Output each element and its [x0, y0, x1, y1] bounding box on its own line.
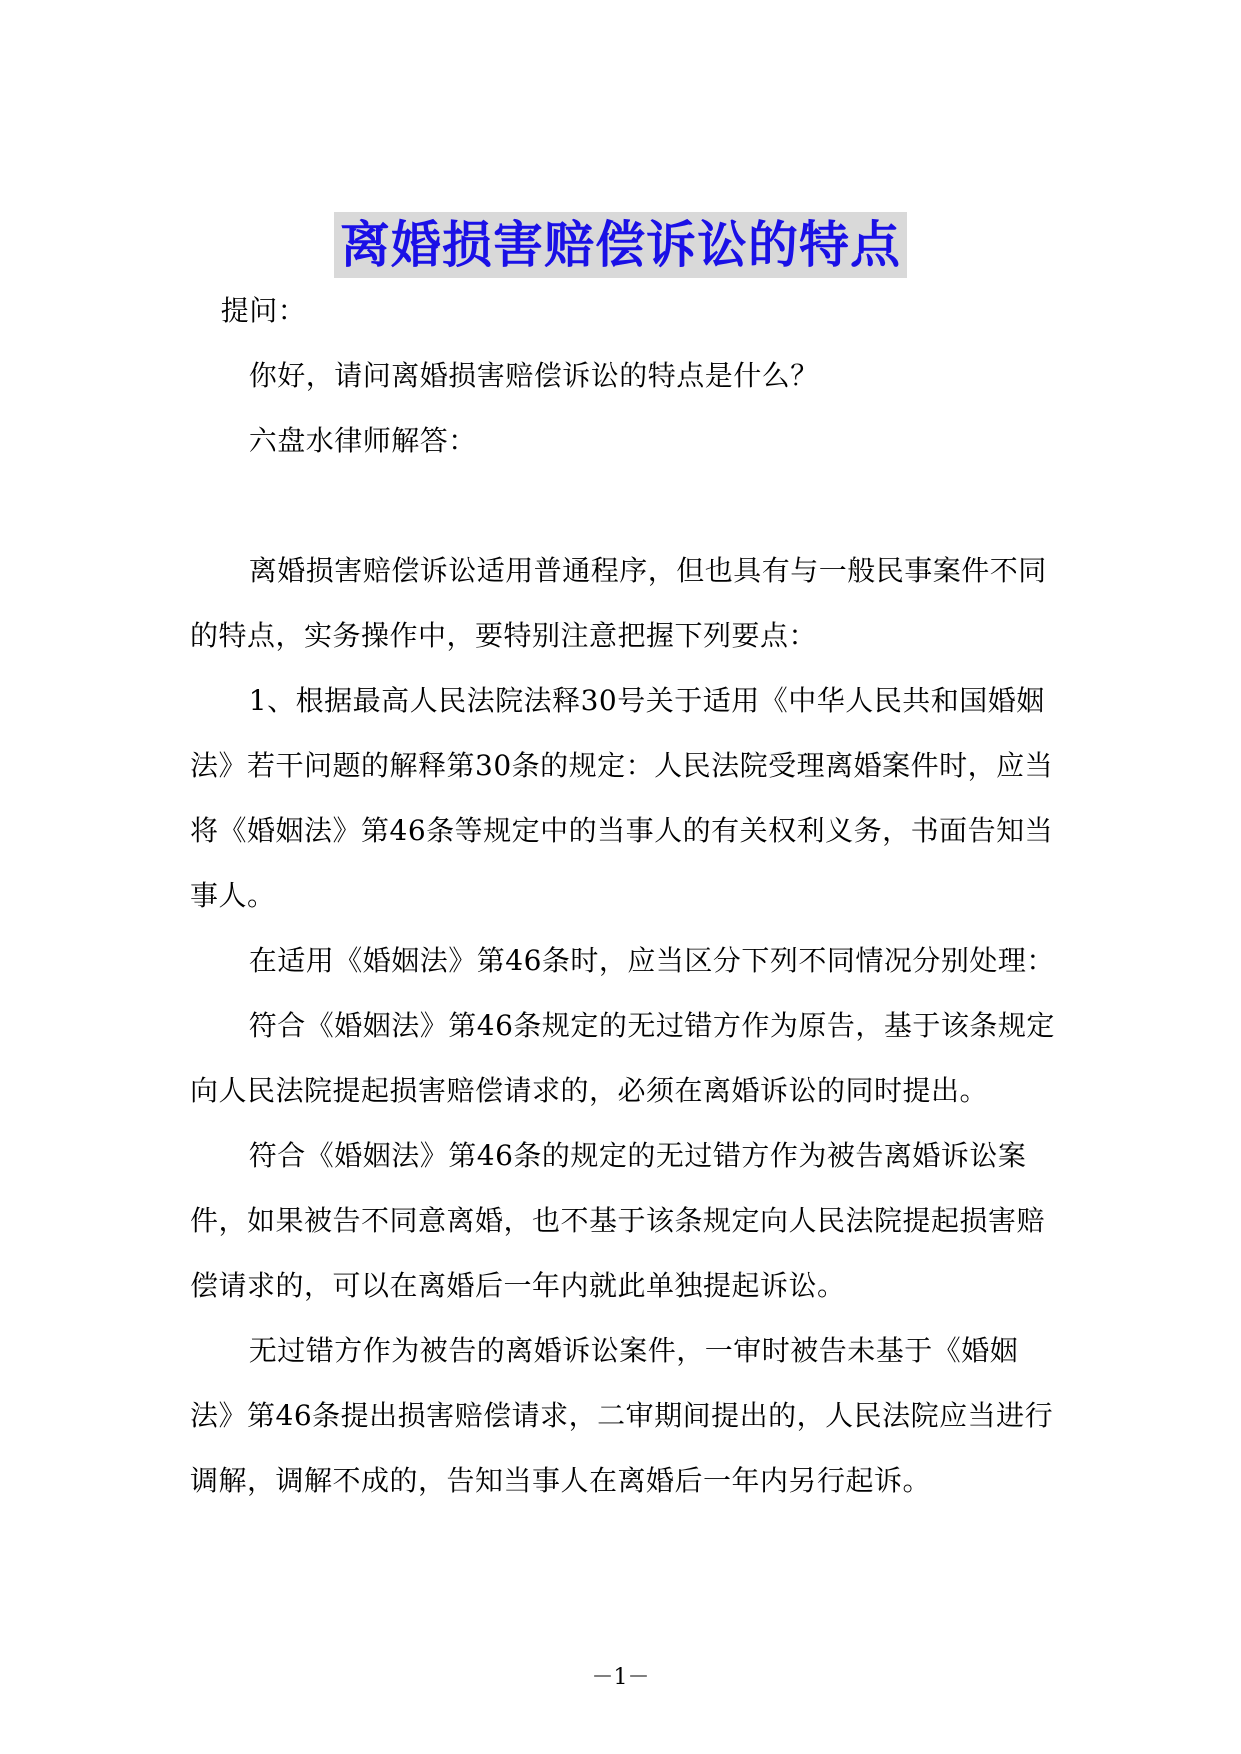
document-body	[190, 278, 1055, 1513]
question-text: 你好，请问离婚损害赔偿诉讼的特点是什么？	[248, 359, 819, 392]
paragraph: 1、根据最高人民法院法释30号关于适用《中华人民共和国婚姻法》若干问题的解释第30条的规定：人民法院受理离婚案件时，应当将《婚姻法》第46条等规定中的当事人的有关权利义务，书面告知当事人。	[190, 684, 1054, 912]
paragraph: 在适用《婚姻法》第46条时，应当区分下列不同情况分别处理：	[248, 944, 1055, 977]
question-label: 提问：	[220, 294, 307, 327]
title-container	[0, 212, 1241, 278]
paragraph: 符合《婚姻法》第46条的规定的无过错方作为被告离婚诉讼案件，如果被告不同意离婚，也不基于该条规定向人民法院提起损害赔偿请求的，可以在离婚后一年内就此单独提起诉讼。	[190, 1139, 1046, 1302]
paragraph: 符合《婚姻法》第46条规定的无过错方作为原告，基于该条规定向人民法院提起损害赔偿请求的，必须在离婚诉讼的同时提出。	[190, 1009, 1055, 1107]
blank-line	[190, 473, 1055, 538]
paragraph: 离婚损害赔偿诉讼适用普通程序，但也具有与一般民事案件不同的特点，实务操作中，要特别注意把握下列要点：	[190, 554, 1047, 652]
document-title: 离婚损害赔偿诉讼的特点	[334, 212, 907, 278]
paragraph: 无过错方作为被告的离婚诉讼案件，一审时被告未基于《婚姻法》第46条提出损害赔偿请求，二审期间提出的，人民法院应当进行调解，调解不成的，告知当事人在离婚后一年内另行起诉。	[190, 1334, 1054, 1497]
page-number: －1－	[591, 1665, 650, 1690]
answer-label: 六盘水律师解答：	[248, 424, 477, 457]
